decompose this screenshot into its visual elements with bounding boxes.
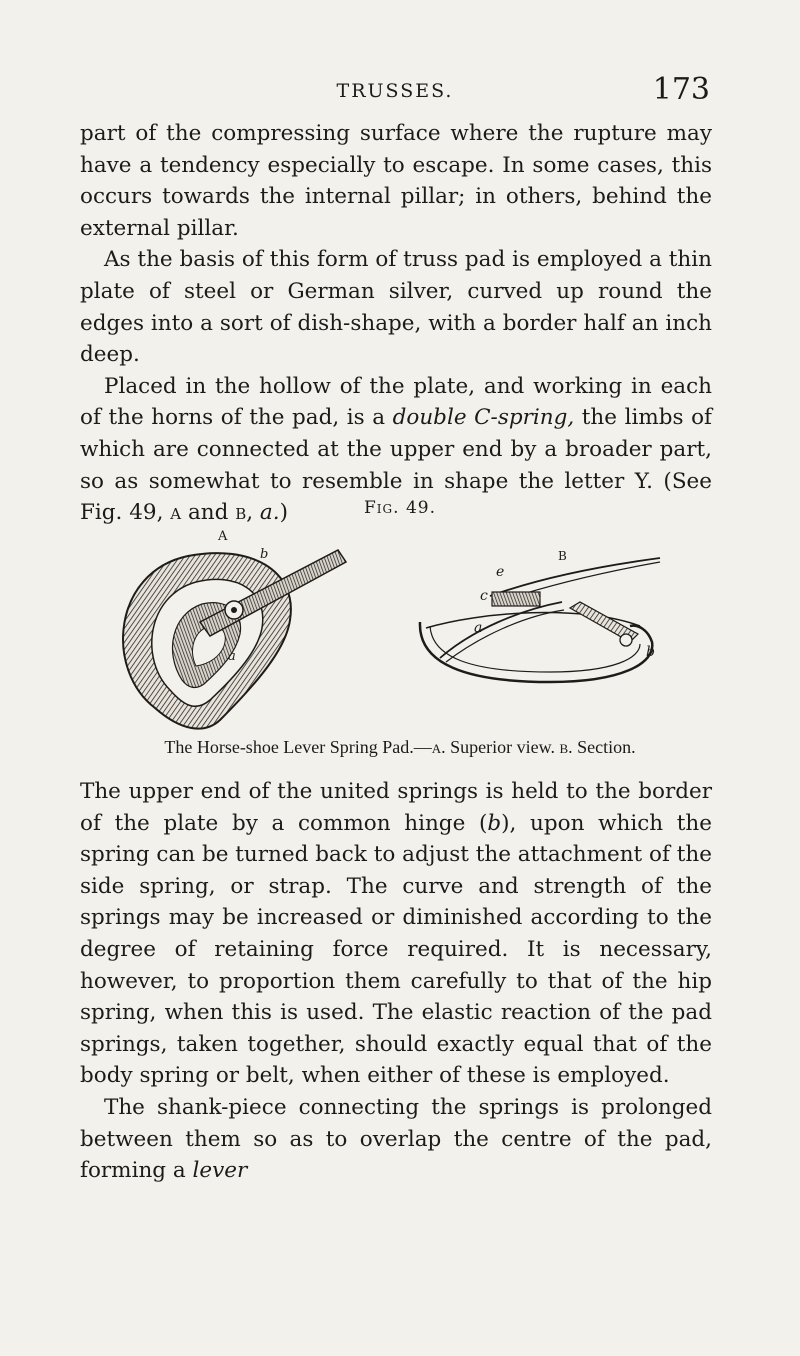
view-b-section xyxy=(420,549,660,682)
view-b-letter-c: c xyxy=(480,588,488,604)
paragraph-4: The upper end of the united springs is held to the border of the plate by a common hinge (b), upon which the spring can be turned back to adjust the attachment of the side spring, or strap. The curve and strength of the springs may be increased or diminished according to the degree of retaining force required. It is necessary, however, to proportion them carefully to that of the hip spring, when this is used. The elastic reaction of the pad springs, taken together, should exactly equal that of the body spring or belt, when either of these is employed. xyxy=(80,779,712,1089)
view-a-superior xyxy=(123,530,346,729)
view-b-letter-a: a xyxy=(474,620,483,636)
view-a-letter-b: b xyxy=(260,547,269,562)
paragraph-5: The shank-piece connecting the springs is prolonged between them so as to overlap the centre of the pad, forming a lever xyxy=(80,1094,712,1184)
view-b-letter-b: b xyxy=(646,644,655,660)
figure-label: Fig. 49. xyxy=(364,498,436,518)
figure-49-illustration xyxy=(100,530,700,740)
emphasis-hinge-letter: b xyxy=(487,810,502,836)
running-head: TRUSSES. xyxy=(336,80,454,102)
text-block-bottom xyxy=(80,776,712,1187)
paragraph-2: As the basis of this form of truss pad is employed a thin plate of steel or German silver, curved up round the edges into a sort of dish-shape, with a border half an inch deep. xyxy=(80,247,712,368)
view-b-label: B xyxy=(558,549,567,563)
page-number: 173 xyxy=(652,72,710,107)
paragraph-3: Placed in the hollow of the plate, and working in each of the horns of the pad, is a double C-spring, the limbs of which are connected at the upper end by a broader part, so as somewhat to resemble in shape the letter Y. (See Fig. 49, a and b, a.) xyxy=(80,373,712,526)
emphasis-double-c-spring: double C-spring, xyxy=(392,405,575,431)
view-a-letter-a: a xyxy=(228,649,236,664)
emphasis-lever: lever xyxy=(192,1158,248,1184)
text-block-top xyxy=(80,118,712,529)
page-header xyxy=(80,72,710,112)
paragraph-1: part of the compressing surface where the rupture may have a tendency especially to escape. In some cases, this occurs towards the internal pillar; in others, behind the external pillar. xyxy=(80,121,712,241)
figure-caption: The Horse-shoe Lever Spring Pad.—a. Superior view. b. Section. xyxy=(164,737,636,757)
view-b-letter-e: e xyxy=(496,564,505,580)
view-a-label: A xyxy=(218,530,228,544)
